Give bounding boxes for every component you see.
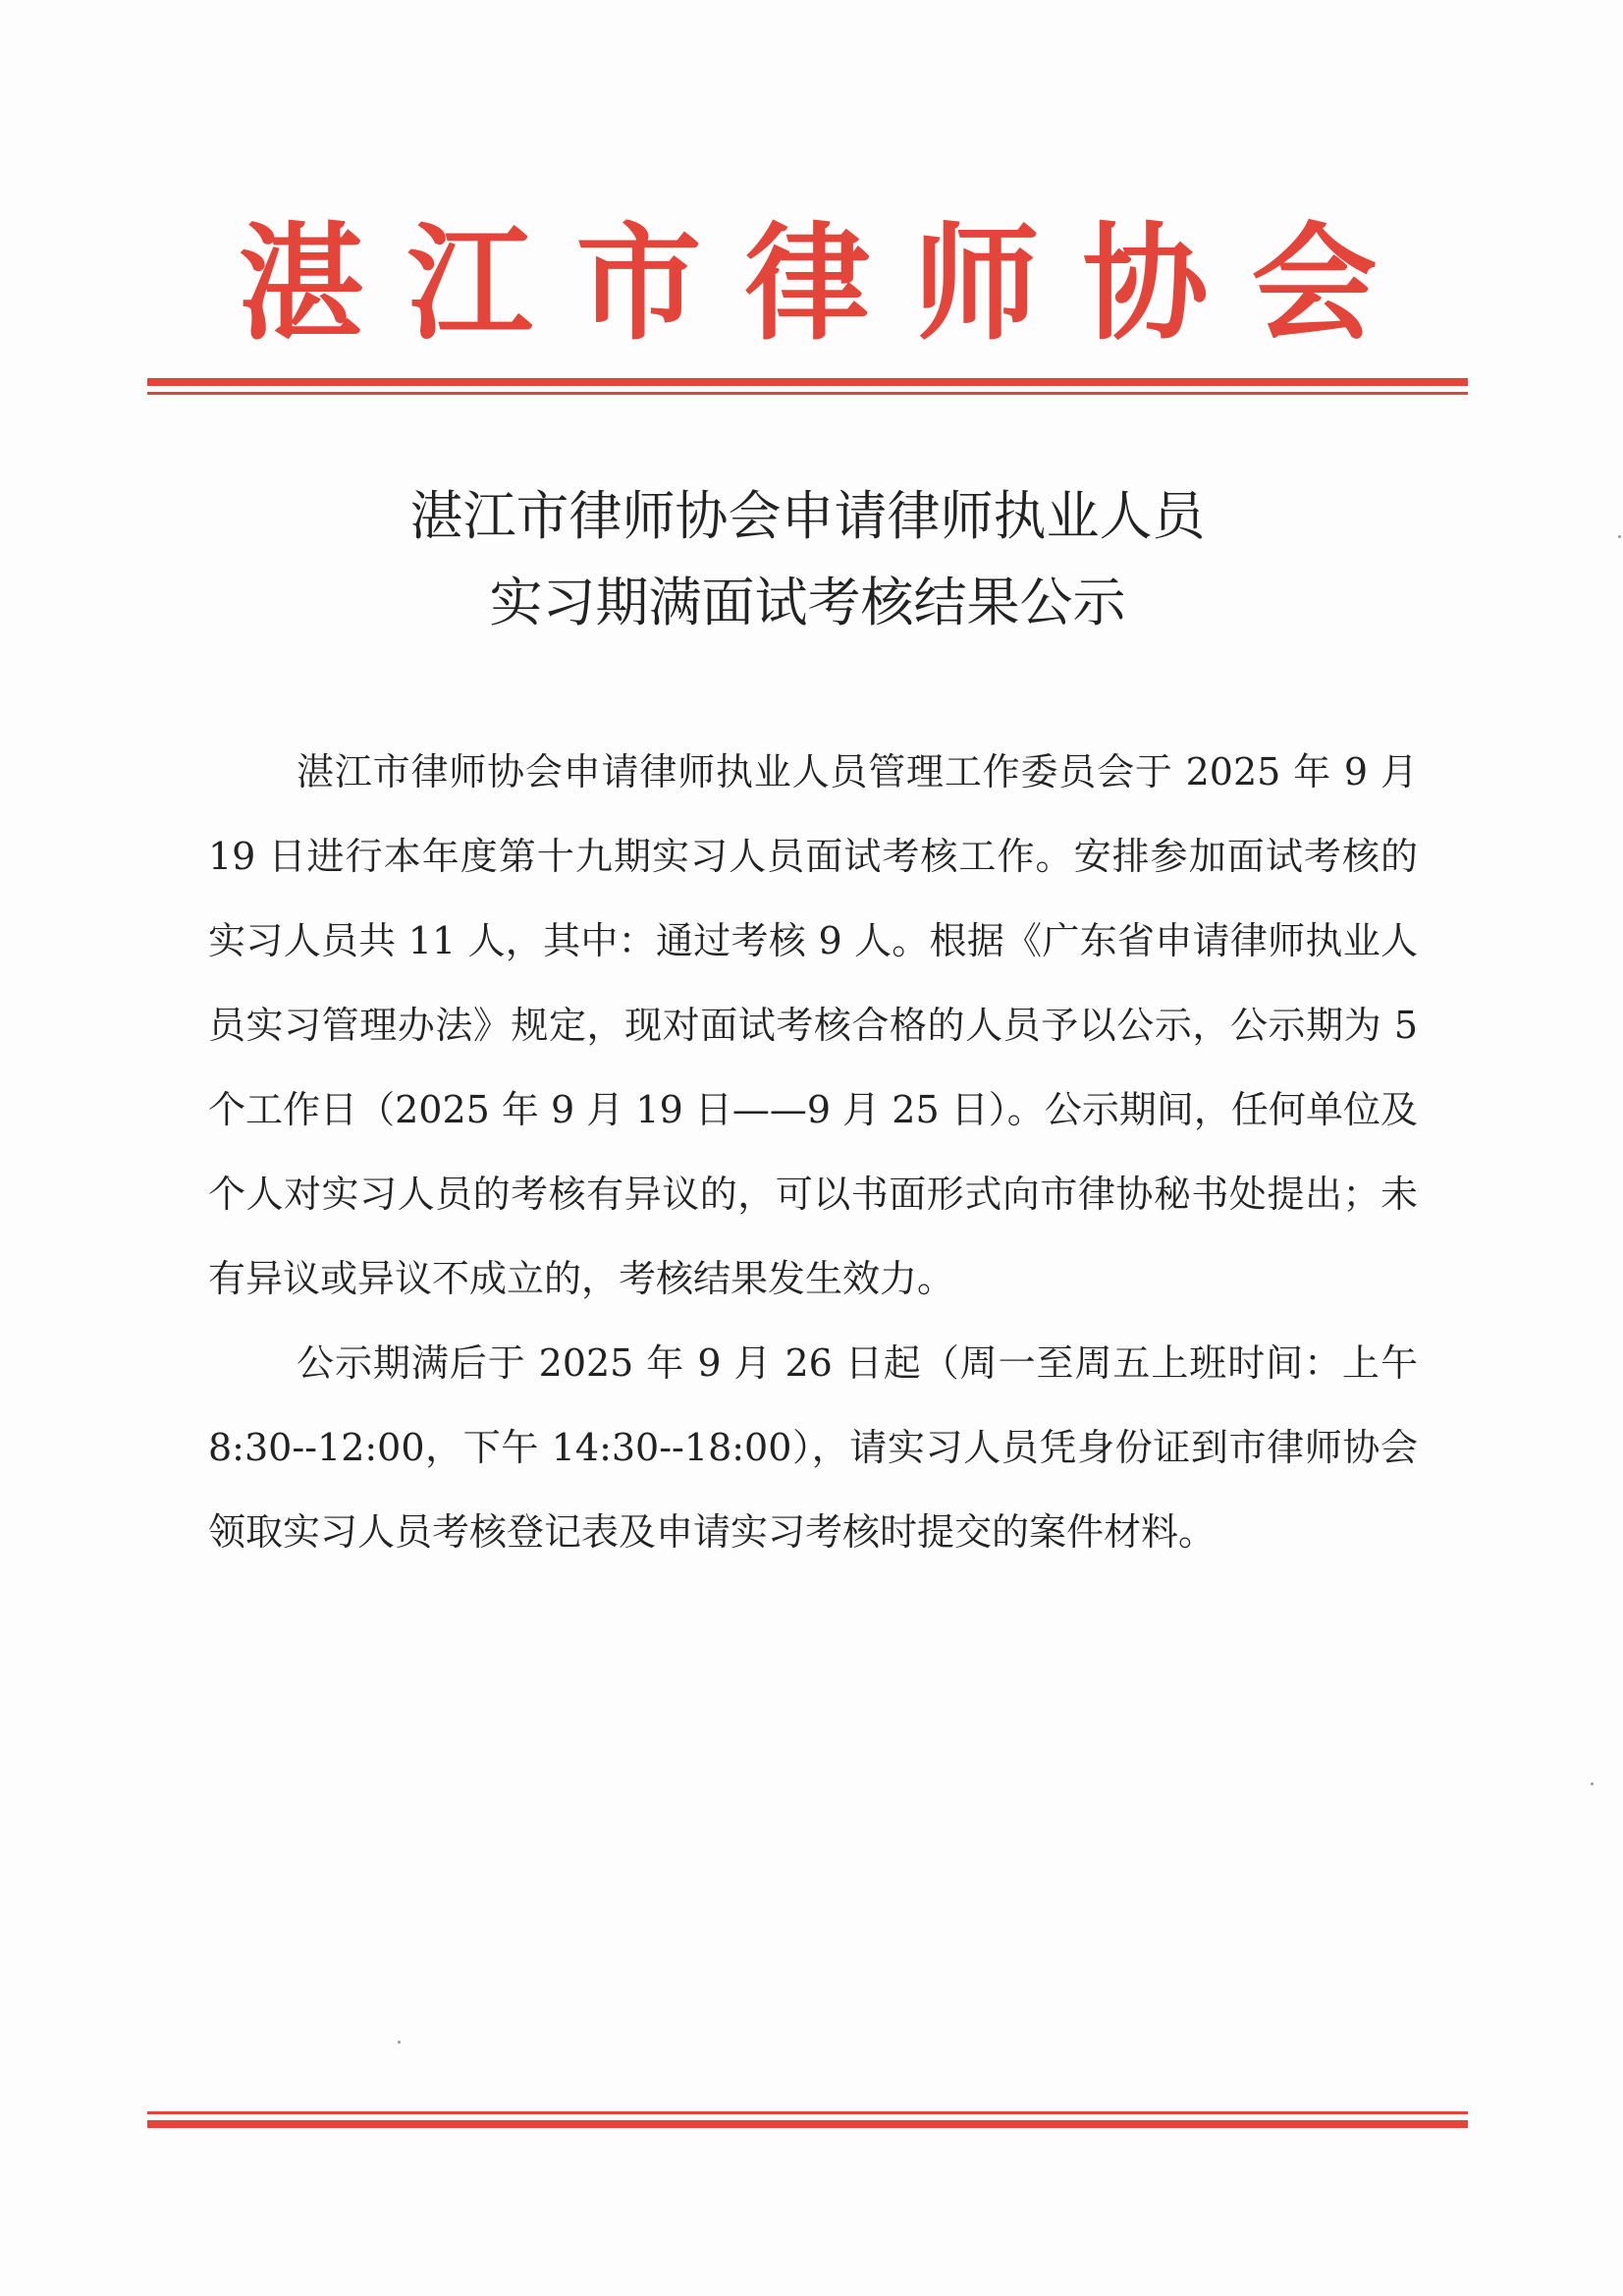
scan-speck (1618, 535, 1621, 538)
footer-rule-thick (147, 2120, 1468, 2128)
letterhead-rule-thin (147, 392, 1468, 395)
letterhead-rule-thick (147, 378, 1468, 386)
notice-body (208, 730, 1418, 1574)
footer-rule-thin (147, 2111, 1468, 2114)
notice-paragraph-2: 公示期满后于 2025 年 9 月 26 日起（周一至周五上班时间：上午 8:30--12:00，下午 14:30--18:00），请实习人员凭身份证到市律师协会领取实习人员考核登记表及申请实习考核时提交的案件材料。 (208, 1341, 1418, 1554)
scan-speck (1591, 1782, 1594, 1785)
notice-title-line-1: 湛江市律师协会申请律师执业人员 (409, 485, 1206, 547)
notice-paragraph-1: 湛江市律师协会申请律师执业人员管理工作委员会于 2025 年 9 月 19 日进行本年度第十九期实习人员面试考核工作。安排参加面试考核的实习人员共 11 人，其中：通过考核 9 人。根据《广东省申请律师执业人员实习管理办法》规定，现对面试考核合格的人员予以公示，公示期为 5 个工作日（2025 年 9 月 19 日——9 月 25 日）。公示期间，任何单位及个人对实习人员的考核有异议的，可以书面形式向市律协秘书处提出；未有异议或异议不成立的，考核结果发生效力。 (208, 750, 1418, 1300)
notice-title-line-2: 实习期满面试考核结果公示 (489, 572, 1126, 633)
scan-speck (398, 2041, 401, 2044)
letterhead-org-name: 湛江市律师协会 (238, 211, 1421, 357)
